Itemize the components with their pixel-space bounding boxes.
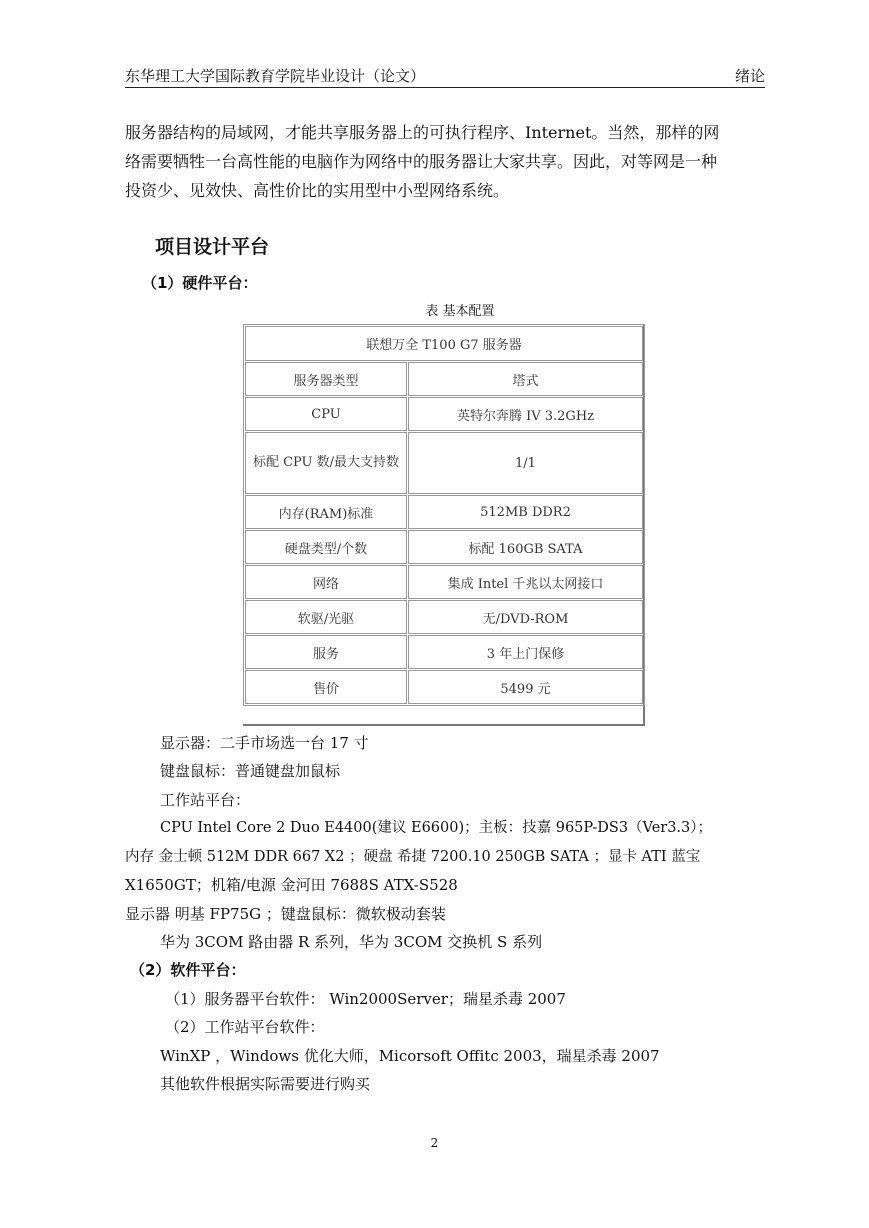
- table-row: [245, 635, 643, 669]
- table-key-cell: 内存(RAM)标准: [245, 495, 407, 529]
- table-key-cell: CPU: [245, 397, 407, 431]
- table-key-cell: 售价: [245, 670, 407, 704]
- intro-line: 络需要牺牲一台高性能的电脑作为网络中的服务器让大家共享。因此，对等网是一种: [125, 152, 718, 171]
- table-row: [245, 432, 643, 494]
- table-row: [245, 670, 643, 704]
- table-value-cell: 塔式: [408, 362, 643, 396]
- hardware-line: X1650GT；机箱/电源 金河田 7688S ATX-S528: [125, 876, 458, 894]
- page-header: [125, 66, 765, 86]
- table-value-cell: 5499 元: [408, 670, 643, 704]
- hardware-subtitle: （1）硬件平台：: [142, 274, 258, 292]
- table-row: [245, 565, 643, 599]
- header-chapter-title: 绪论: [734, 67, 765, 85]
- intro-line: 投资少、见效快、高性价比的实用型中小型网络系统。: [125, 181, 510, 200]
- hardware-line: 华为 3COM 路由器 R 系列，华为 3COM 交换机 S 系列: [160, 933, 543, 951]
- table-value-cell: 1/1: [408, 432, 643, 494]
- header-rule: [125, 87, 765, 88]
- hardware-line: 键盘鼠标：普通键盘加鼠标: [160, 762, 341, 780]
- table-caption: 表 基本配置: [425, 304, 495, 319]
- hardware-line: 内存 金士顿 512M DDR 667 X2 ；硬盘 希捷 7200.10 250GB SATA ；显卡 ATI 蓝宝: [125, 849, 701, 865]
- software-line: WinXP ，Windows 优化大师，Micorsoft Offitc 2003，瑞星杀毒 2007: [160, 1047, 660, 1065]
- table-value-cell: 标配 160GB SATA: [408, 530, 643, 564]
- table-key-cell: 硬盘类型/个数: [245, 530, 407, 564]
- table-value-cell: 无/DVD-ROM: [408, 600, 643, 634]
- table-value-cell: 3 年上门保修: [408, 635, 643, 669]
- table-value-cell: 512MB DDR2: [408, 495, 643, 529]
- software-line: （1）服务器平台软件： Win2000Server；瑞星杀毒 2007: [165, 990, 566, 1008]
- config-table-frame: [243, 324, 645, 726]
- table-key-cell: 网络: [245, 565, 407, 599]
- table-row: [245, 397, 643, 431]
- header-school-title: 东华理工大学国际教育学院毕业设计（论文）: [125, 67, 426, 85]
- page-number: 2: [430, 1136, 439, 1150]
- table-row: [245, 495, 643, 529]
- hardware-line: 显示器 明基 FP75G ；键盘鼠标：微软极动套装: [125, 905, 446, 923]
- table-value-cell: 英特尔奔腾 IV 3.2GHz: [408, 397, 643, 431]
- config-table: [243, 324, 645, 706]
- hardware-line: 工作站平台：: [160, 791, 251, 809]
- table-title-cell: 联想万全 T100 G7 服务器: [245, 326, 643, 361]
- intro-line: 服务器结构的局域网，才能共享服务器上的可执行程序、Internet。当然，那样的网: [125, 123, 720, 142]
- table-row: [245, 600, 643, 634]
- table-key-cell: 标配 CPU 数/最大支持数: [245, 432, 407, 494]
- hardware-line: 显示器：二手市场选一台 17 寸: [160, 734, 369, 752]
- table-key-cell: 服务器类型: [245, 362, 407, 396]
- intro-paragraph: [125, 118, 765, 205]
- software-line: 其他软件根据实际需要进行购买: [160, 1075, 371, 1093]
- section-title: 项目设计平台: [155, 236, 270, 258]
- hardware-line: CPU Intel Core 2 Duo E4400(建议 E6600)；主板：技嘉 965P-DS3（Ver3.3）；: [160, 820, 713, 836]
- table-title-row: [245, 326, 643, 361]
- table-key-cell: 软驱/光驱: [245, 600, 407, 634]
- table-key-cell: 服务: [245, 635, 407, 669]
- table-row: [245, 530, 643, 564]
- software-line: （2）工作站平台软件：: [165, 1018, 325, 1036]
- software-subtitle: （2）软件平台：: [130, 961, 246, 979]
- table-value-cell: 集成 Intel 千兆以太网接口: [408, 565, 643, 599]
- table-row: [245, 362, 643, 396]
